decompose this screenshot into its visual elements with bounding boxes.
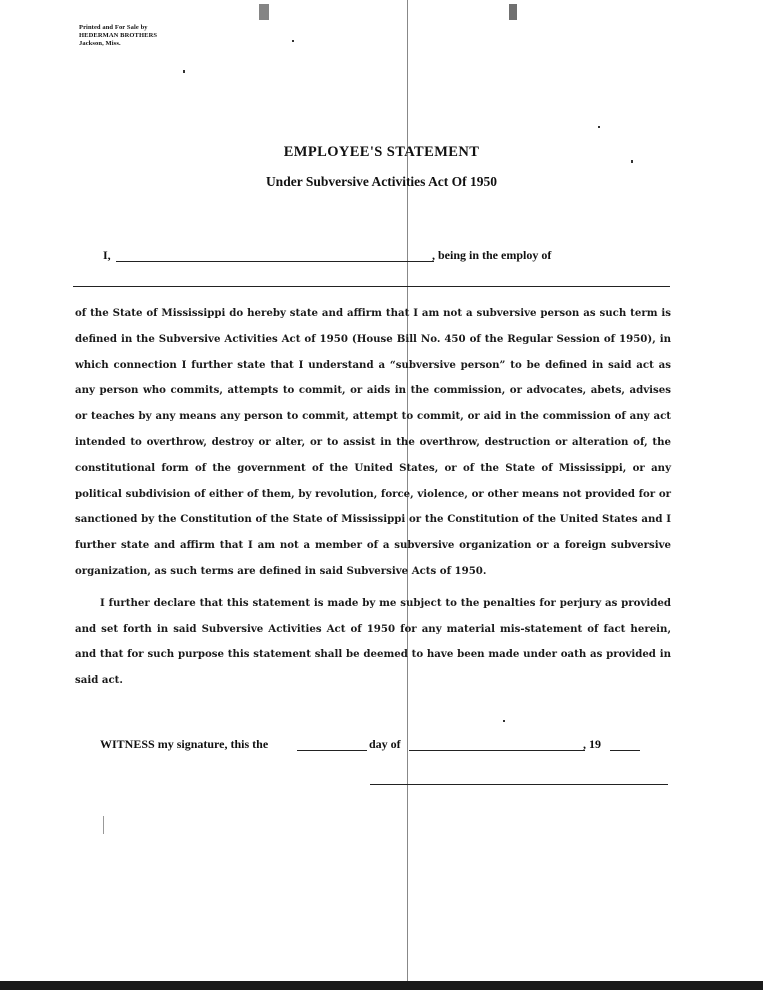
statement-body <box>75 301 671 694</box>
signature-line[interactable] <box>370 784 668 785</box>
scan-speck <box>598 126 600 128</box>
scan-speck <box>292 40 294 42</box>
witness-day-of: day of <box>369 737 401 751</box>
printer-credit <box>79 24 157 48</box>
printer-line-3: Jackson, Miss. <box>79 40 121 47</box>
day-blank[interactable] <box>297 750 367 751</box>
year-blank[interactable] <box>610 750 640 751</box>
printer-line-1: Printed and For Sale by <box>79 24 148 31</box>
scan-mark <box>509 4 517 20</box>
scan-mark <box>259 4 269 20</box>
witness-prefix: WITNESS my signature, this the <box>100 737 269 751</box>
printer-line-2: HEDERMAN BROTHERS <box>79 32 158 39</box>
employee-name-blank[interactable] <box>116 261 434 262</box>
intro-prefix: I, <box>103 248 111 262</box>
scan-speck <box>183 70 185 73</box>
document-subtitle: Under Subversive Activities Act Of 1950 <box>265 174 498 189</box>
intro-suffix: , being in the employ of <box>432 248 552 262</box>
scan-speck <box>103 816 104 834</box>
scan-speck <box>503 720 505 722</box>
witness-year: , 19 <box>583 737 601 751</box>
month-blank[interactable] <box>409 750 585 751</box>
statement-paragraph-2: I further declare that this statement is made by me subject to the penalties for perjury as provided and set forth in said Subversive Activities Act of 1950 for any material mis-statement of fact herein, and that for such purpose this statement shall be deemed to have been made under oath as provided in said act. <box>75 596 671 687</box>
document-title: EMPLOYEE'S STATEMENT <box>283 144 480 160</box>
employer-blank[interactable] <box>73 286 670 287</box>
scan-speck <box>631 160 633 163</box>
statement-paragraph-1: of the State of Mississippi do hereby state and affirm that I am not a subversive person as such term is defined in the Subversive Activities Act of 1950 (House Bill No. 450 of the Regular Session of 1950), in which connection I further state that I understand a “subversive person” to be defined in said act as any person who commits, attempts to commit, or aids in the commission, or advocates, abets, advises or teaches by any means any person to commit, attempt to commit, or aid in the commission of any act intended to overthrow, destroy or alter, or to assist in the overthrow, destruction or alteration of, the constitutional form of the government of the United States, or of the State of Mississippi, or any political subdivision of either of them, by revolution, force, violence, or other means not provided for or sanctioned by the Constitution of the State of Mississippi or the Constitution of the United States and I further state and affirm that I am not a member of a subversive organization or a foreign subversive organization, as such terms are defined in said Subversive Acts of 1950. <box>75 307 671 577</box>
scan-edge <box>0 981 763 990</box>
